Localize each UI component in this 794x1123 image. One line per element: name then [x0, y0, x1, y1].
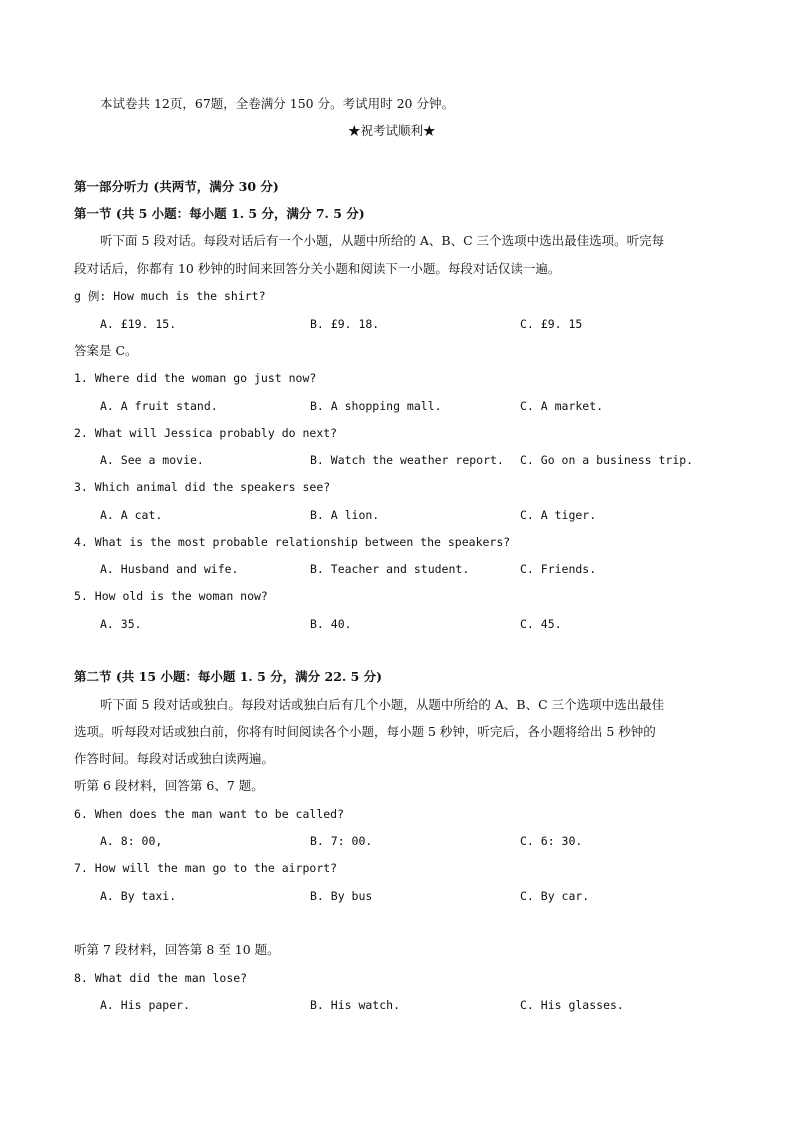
exam-notice: 本试卷共 12页，67题，全卷满分 150 分。考试用时 20 分钟。 — [100, 96, 454, 111]
q3-option-c: C. A tiger. — [520, 508, 597, 522]
example-answer: 答案是 C。 — [74, 343, 138, 358]
example-option-c: C. £9. 15 — [520, 317, 583, 331]
question-6: 6. When does the man want to be called? — [74, 807, 345, 821]
question-3: 3. Which animal did the speakers see? — [74, 480, 331, 494]
question-5: 5. How old is the woman now? — [74, 589, 268, 603]
q3-option-b: B. A lion. — [310, 508, 380, 522]
section2-instruction-line1: 听下面 5 段对话或独白。每段对话或独白后有几个小题，从题中所给的 A、B、C 三个选项中选出最佳 — [100, 697, 665, 712]
question-7: 7. How will the man go to the airport? — [74, 861, 338, 875]
section2-title: 第二节 (共 15 小题：每小题 1. 5 分，满分 22. 5 分) — [74, 669, 383, 684]
q2-option-b: B. Watch the weather report. — [310, 453, 504, 467]
q5-option-b: B. 40. — [310, 617, 352, 631]
q4-option-b: B. Teacher and student. — [310, 562, 470, 576]
q7-option-c: C. By car. — [520, 889, 590, 903]
section1-title: 第一节 (共 5 小题：每小题 1. 5 分，满分 7. 5 分) — [74, 206, 365, 221]
q6-option-c: C. 6: 30. — [520, 834, 583, 848]
q2-option-c: C. Go on a business trip. — [520, 453, 694, 467]
q8-option-b: B. His watch. — [310, 998, 401, 1012]
section2-instruction-line2: 选项。听每段对话或独白前，你将有时间阅读各个小题，每小题 5 秒钟，听完后，各小题将给出 5 秒钟的 — [74, 724, 656, 739]
example-option-a: A. £19. 15. — [100, 317, 177, 331]
material-6-heading: 听第 6 段材料，回答第 6、7 题。 — [74, 778, 264, 793]
example-question: g 例: How much is the shirt? — [74, 289, 266, 303]
q4-option-c: C. Friends. — [520, 562, 597, 576]
q1-option-b: B. A shopping mall. — [310, 399, 442, 413]
q7-option-b: B. By bus — [310, 889, 373, 903]
good-luck-banner: ★祝考试顺利★ — [348, 123, 436, 138]
q6-option-b: B. 7: 00. — [310, 834, 373, 848]
section1-instruction-line1: 听下面 5 段对话。每段对话后有一个小题，从题中所给的 A、B、C 三个选项中选出最佳选项。听完每 — [100, 233, 665, 248]
part1-title: 第一部分听力 (共两节，满分 30 分) — [74, 179, 279, 194]
q8-option-a: A. His paper. — [100, 998, 191, 1012]
q5-option-a: A. 35. — [100, 617, 142, 631]
question-1: 1. Where did the woman go just now? — [74, 371, 317, 385]
q4-option-a: A. Husband and wife. — [100, 562, 239, 576]
question-4: 4. What is the most probable relationship between the speakers? — [74, 535, 511, 549]
q8-option-c: C. His glasses. — [520, 998, 624, 1012]
q3-option-a: A. A cat. — [100, 508, 163, 522]
example-option-b: B. £9. 18. — [310, 317, 380, 331]
q1-option-a: A. A fruit stand. — [100, 399, 218, 413]
section1-instruction-line2: 段对话后，你都有 10 秒钟的时间来回答分关小题和阅读下一小题。每段对话仅读一遍。 — [74, 261, 561, 276]
q1-option-c: C. A market. — [520, 399, 604, 413]
section2-instruction-line3: 作答时间。每段对话或独白读两遍。 — [74, 751, 275, 766]
question-2: 2. What will Jessica probably do next? — [74, 426, 338, 440]
q7-option-a: A. By taxi. — [100, 889, 177, 903]
question-8: 8. What did the man lose? — [74, 971, 248, 985]
material-7-heading: 听第 7 段材料，回答第 8 至 10 题。 — [74, 942, 280, 957]
q5-option-c: C. 45. — [520, 617, 562, 631]
q2-option-a: A. See a movie. — [100, 453, 204, 467]
q6-option-a: A. 8: 00, — [100, 834, 163, 848]
